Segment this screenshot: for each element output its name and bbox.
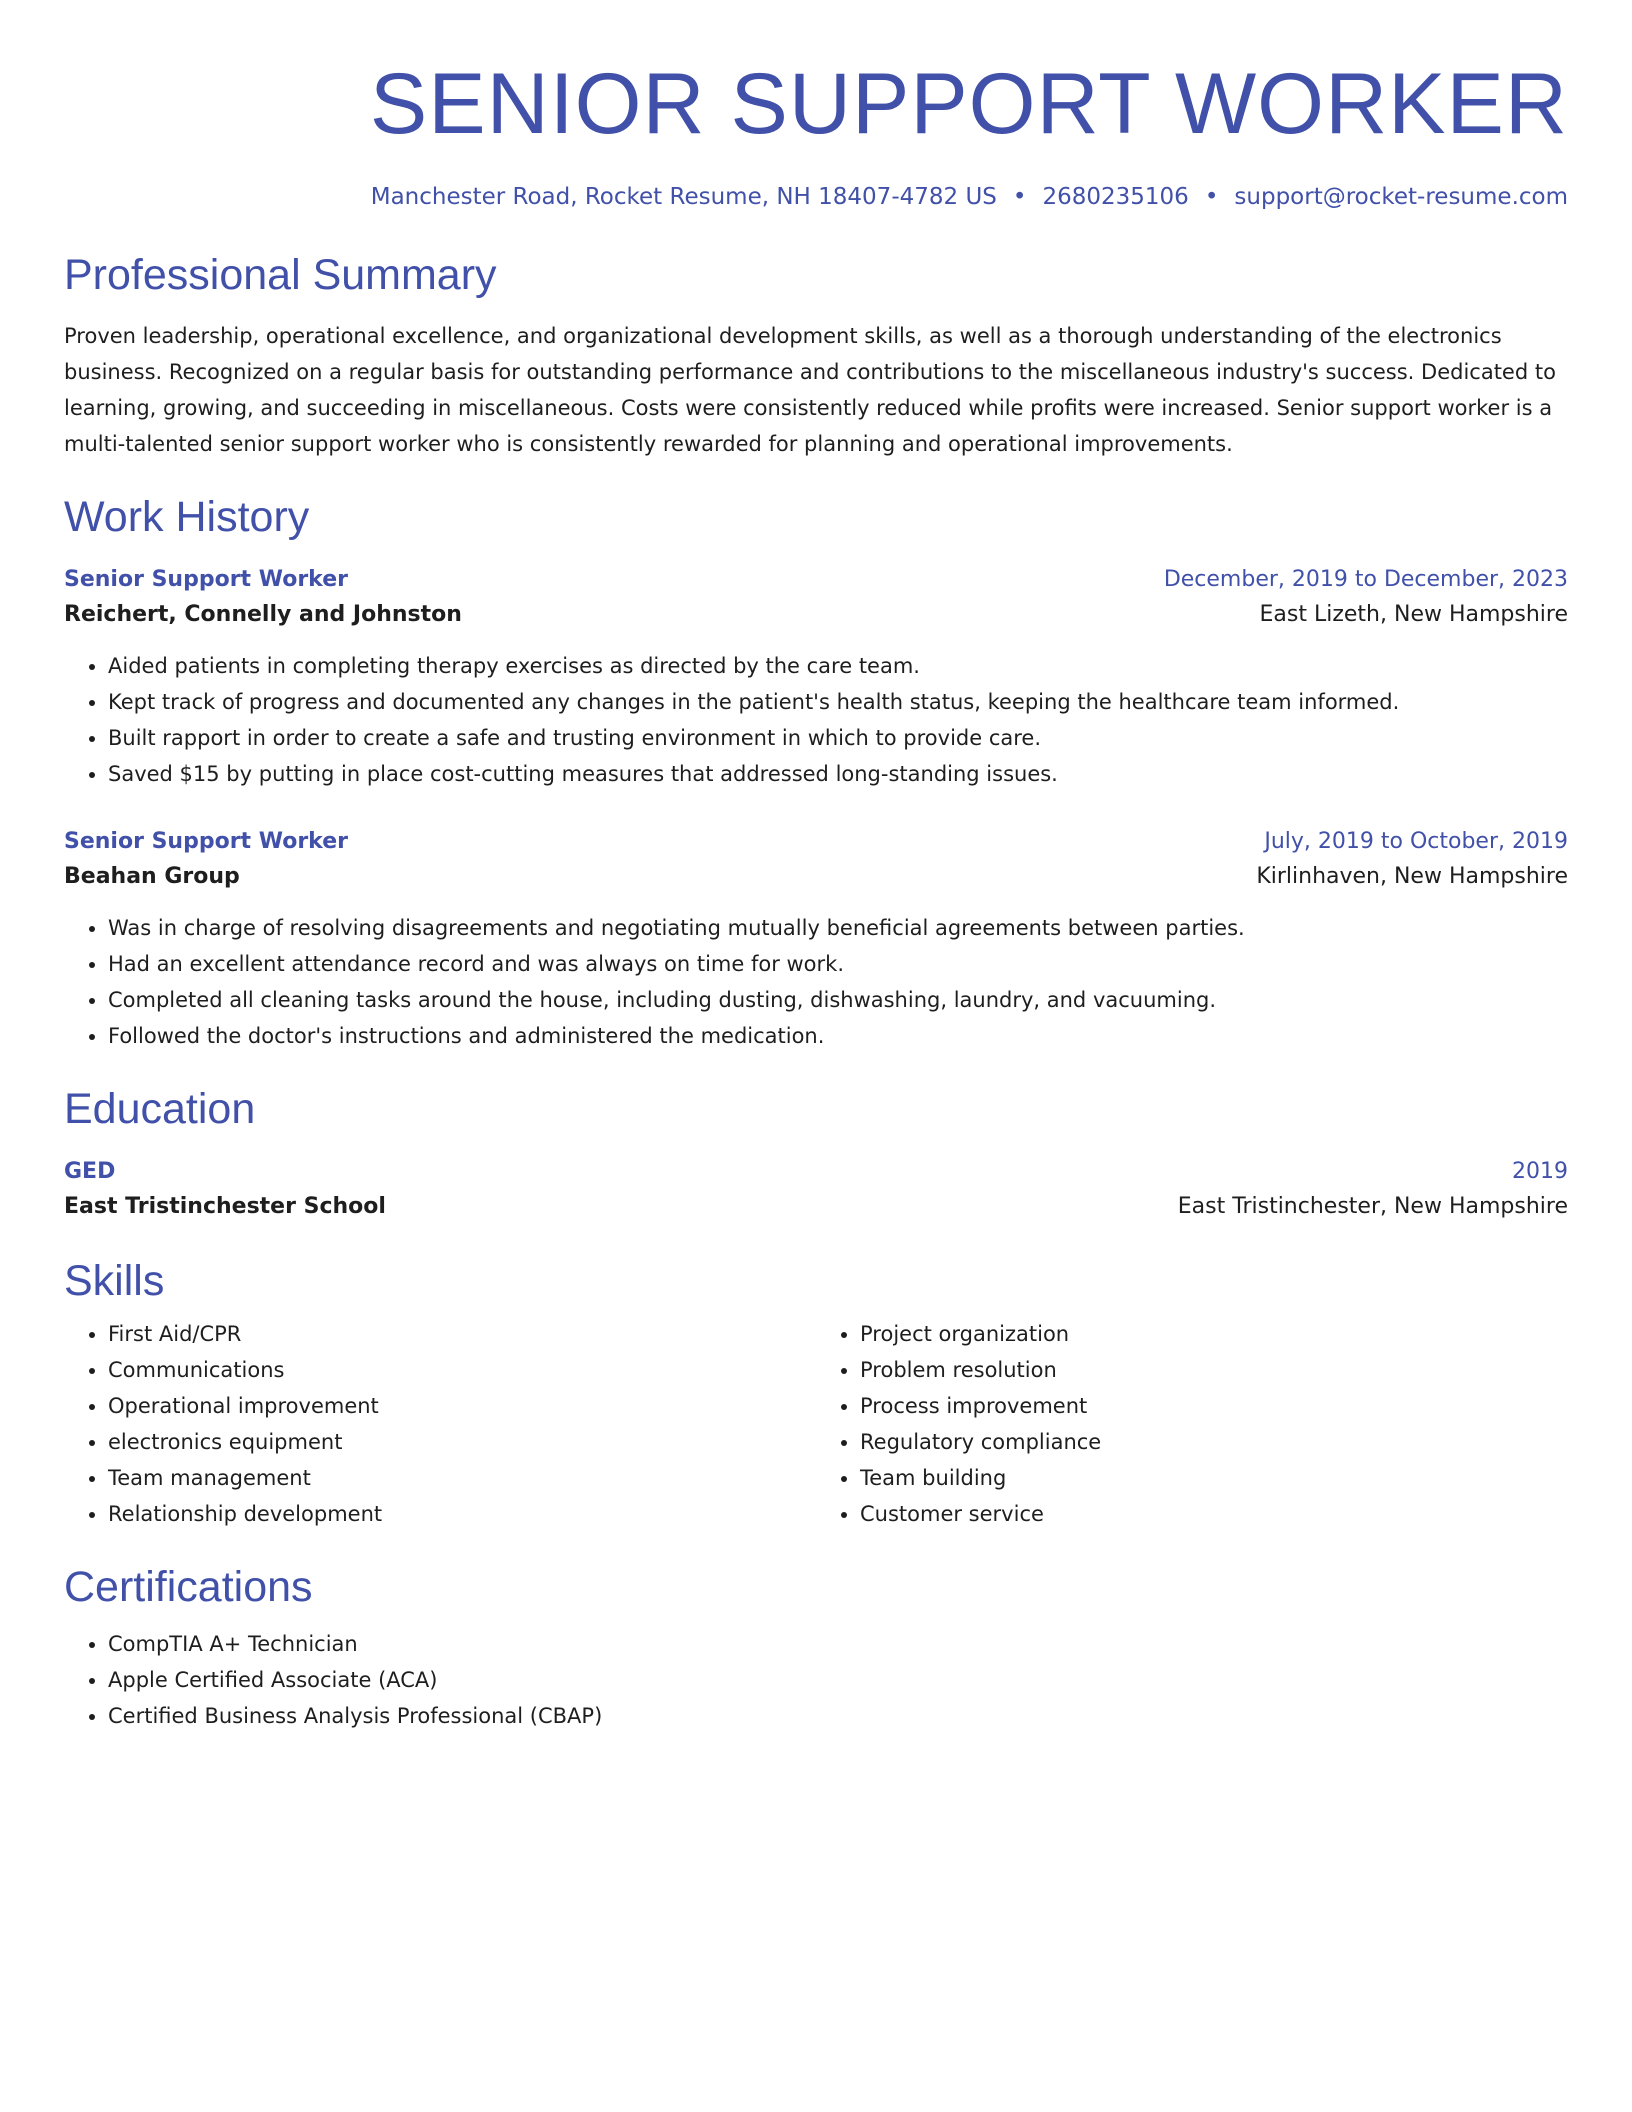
list-item: • Certified Business Analysis Professional (CBAP) — [108, 1698, 1568, 1734]
education-entry — [64, 1156, 1568, 1226]
list-item: • Was in charge of resolving disagreements and negotiating mutually beneficial agreements between parties. — [108, 910, 1568, 946]
list-item: • Built rapport in order to create a safe and trusting environment in which to provide care. — [108, 720, 1568, 756]
job-company-row — [64, 858, 1568, 896]
contact-phone: 2680235106 — [1042, 184, 1189, 210]
page-title: SENIOR SUPPORT WORKER — [369, 56, 1568, 152]
job-header-row — [64, 564, 1568, 596]
list-item: • Project organization — [860, 1316, 1568, 1352]
job-company: Reichert, Connelly and Johnston — [64, 602, 462, 627]
contact-email[interactable]: support@rocket-resume.com — [1234, 184, 1568, 210]
list-item: • Process improvement — [860, 1388, 1568, 1424]
list-item: • Team building — [860, 1460, 1568, 1496]
summary-text: Proven leadership, operational excellence, and organizational development skills, as well as a thorough understanding of the electronics business. Recognized on a regular basis for outstanding performance and contributions to the miscellaneous industry's success. Dedicated to learning, growing, and succeeding in miscellaneous. Costs were consistently reduced while profits were increased. Senior support worker is a multi-talented senior support worker who is consistently rewarded for planning and operational improvements. — [64, 324, 1556, 456]
job-company: Beahan Group — [64, 864, 240, 889]
education-year: 2019 — [1512, 1159, 1568, 1184]
contact-line — [64, 182, 1568, 212]
resume-header — [64, 56, 1568, 212]
contact-separator: • — [1012, 184, 1027, 210]
list-item: • Team management — [108, 1460, 816, 1496]
list-item: • Relationship development — [108, 1496, 816, 1532]
list-item: • Followed the doctor's instructions and administered the medication. — [108, 1018, 1568, 1054]
skills-heading: Skills — [64, 1257, 165, 1305]
list-item: • Aided patients in completing therapy exercises as directed by the care team. — [108, 648, 1568, 684]
certifications-heading: Certifications — [64, 1563, 313, 1611]
contact-address: Manchester Road, Rocket Resume, NH 18407-4782 US — [370, 184, 997, 210]
list-item: • Problem resolution — [860, 1352, 1568, 1388]
certifications-list — [64, 1626, 1568, 1734]
list-item: • Communications — [108, 1352, 816, 1388]
education-heading: Education — [64, 1085, 256, 1133]
list-item: • CompTIA A+ Technician — [108, 1626, 1568, 1662]
list-item: • Saved $15 by putting in place cost-cutting measures that addressed long-standing issues. — [108, 756, 1568, 792]
job-header-row — [64, 826, 1568, 858]
skills-list-right — [816, 1316, 1568, 1532]
job-dates: December, 2019 to December, 2023 — [1163, 567, 1568, 592]
education-header-row — [64, 1156, 1568, 1188]
summary-heading: Professional Summary — [64, 251, 497, 299]
list-item: • Completed all cleaning tasks around the house, including dusting, dishwashing, laundry, and vacuuming. — [108, 982, 1568, 1018]
job-company-row — [64, 596, 1568, 634]
skills-list-left — [64, 1316, 816, 1532]
skills-grid — [64, 1316, 1568, 1532]
job-location: East Lizeth, New Hampshire — [1259, 602, 1568, 627]
job-entry — [64, 564, 1568, 792]
education-degree: GED — [64, 1159, 116, 1184]
list-item: • First Aid/CPR — [108, 1316, 816, 1352]
job-duties-list — [64, 910, 1568, 1054]
list-item: • Operational improvement — [108, 1388, 816, 1424]
work-history-heading: Work History — [64, 493, 310, 541]
job-entry — [64, 826, 1568, 1054]
list-item: • Had an excellent attendance record and was always on time for work. — [108, 946, 1568, 982]
job-duties-list — [64, 648, 1568, 792]
list-item: • Kept track of progress and documented any changes in the patient's health status, keeping the healthcare team informed. — [108, 684, 1568, 720]
list-item: • electronics equipment — [108, 1424, 816, 1460]
job-title: Senior Support Worker — [64, 829, 348, 854]
job-location: Kirlinhaven, New Hampshire — [1256, 864, 1568, 889]
job-dates: July, 2019 to October, 2019 — [1264, 829, 1568, 854]
contact-separator: • — [1204, 184, 1219, 210]
education-school-row — [64, 1188, 1568, 1226]
education-school: East Tristinchester School — [64, 1194, 386, 1219]
list-item: • Customer service — [860, 1496, 1568, 1532]
education-location: East Tristinchester, New Hampshire — [1177, 1194, 1568, 1219]
list-item: • Apple Certified Associate (ACA) — [108, 1662, 1568, 1698]
list-item: • Regulatory compliance — [860, 1424, 1568, 1460]
job-title: Senior Support Worker — [64, 567, 348, 592]
